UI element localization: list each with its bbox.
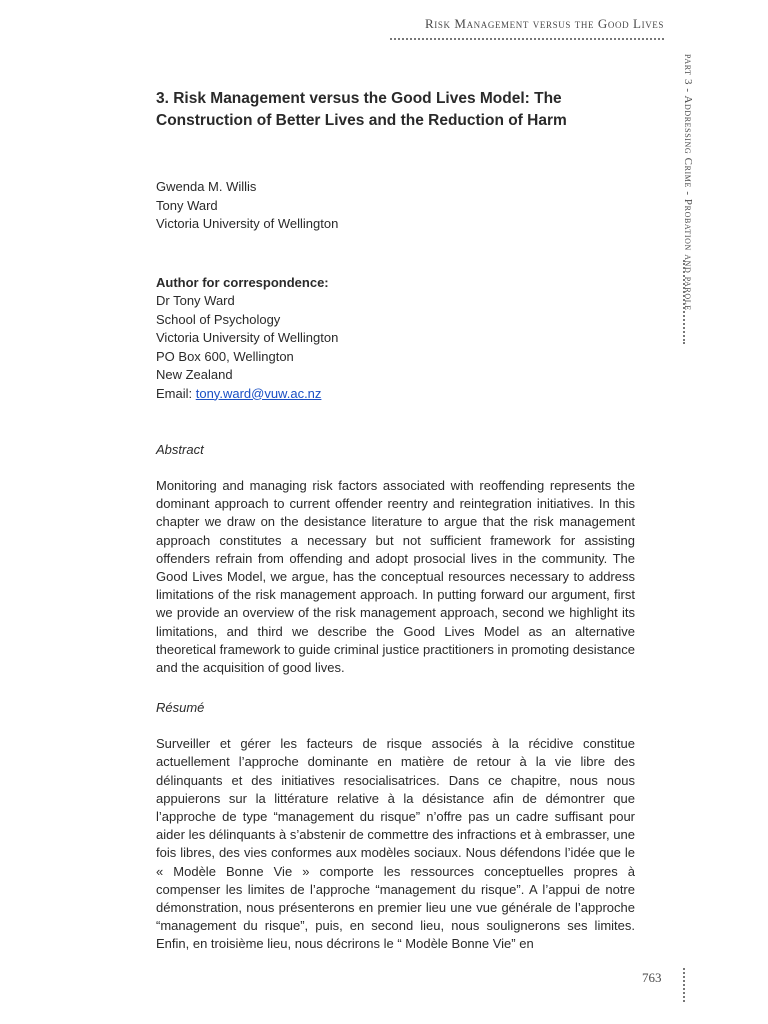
correspondence-line: New Zealand bbox=[156, 367, 233, 382]
author-name: Tony Ward bbox=[156, 197, 218, 213]
email-label: Email: bbox=[156, 385, 196, 401]
correspondence-block bbox=[156, 274, 635, 404]
running-header: Risk Management versus the Good Lives bbox=[424, 16, 664, 31]
chapter-title: 3. Risk Management versus the Good Lives Model: The Construction of Better Lives and the Reduction of Harm bbox=[156, 90, 567, 129]
abstract-text: Monitoring and managing risk factors associated with reoffending represents the dominant approach to current offender reentry and reintegration initiatives. In this chapter we draw on the desistance literature to argue that the risk management approach constitutes a necessary but not sufficient framework for assisting offenders refrain from offending and adopt prosocial lives in the community. The Good Lives Model, we argue, has the conceptual resources necessary to address limitations of the risk management approach. In putting forward our argument, first we provide an overview of the risk management approach, second we highlight its limitations, and third we describe the Good Lives Model as an alternative theoretical framework to guide criminal justice practitioners in promoting desistance and the acquisition of good lives. bbox=[156, 478, 635, 676]
author-list bbox=[156, 178, 635, 234]
abstract-heading: Abstract bbox=[156, 442, 204, 457]
resume-heading: Résumé bbox=[156, 700, 205, 716]
page-number-dotted-rule bbox=[683, 968, 685, 1002]
email-line bbox=[156, 385, 635, 404]
author-name: Gwenda M. Willis bbox=[156, 179, 257, 194]
correspondence-line: Victoria University of Wellington bbox=[156, 330, 339, 345]
header-dotted-rule bbox=[390, 38, 664, 40]
side-section-label: part 3 - Addressing Crime - Probation and parole bbox=[682, 54, 694, 311]
email-link[interactable]: tony.ward@vuw.ac.nz bbox=[195, 385, 322, 401]
correspondence-label: Author for correspondence: bbox=[156, 274, 329, 290]
correspondence-line: Dr Tony Ward bbox=[156, 293, 235, 308]
page-content bbox=[156, 88, 635, 954]
resume-text: Surveiller et gérer les facteurs de risque associés à la récidive constitue actuellement l’approche dominante en matière de retour à la vie libre des délinquants et des initiatives resocialisatrices. Dans ce chapitre, nous nous appuierons sur la littérature relative à la désistance afin de démontrer que l’approche de type “management du risque” n’offre pas un cadre suffisant pour aider les délinquants à s’abstenir de commettre des infractions et à embrasser, une fois libres, des vies conformes aux modèles sociaux. Nous défendons l’idée que le « Modèle Bonne Vie » comporte les ressources conceptuelles propres à compenser les limites de l’approche “management du risque”. A l’appui de notre démonstration, nous présenterons en premier lieu une vue générale de l’approche “management du risque”, puis, en second lieu, nous soulignerons ses limites. Enfin, en troisième lieu, nous décrirons le “ Modèle Bonne Vie” en bbox=[156, 736, 635, 952]
author-affiliation: Victoria University of Wellington bbox=[156, 216, 339, 231]
correspondence-line: School of Psychology bbox=[156, 311, 281, 327]
page-number: 763 bbox=[642, 970, 662, 985]
correspondence-line: PO Box 600, Wellington bbox=[156, 348, 294, 364]
